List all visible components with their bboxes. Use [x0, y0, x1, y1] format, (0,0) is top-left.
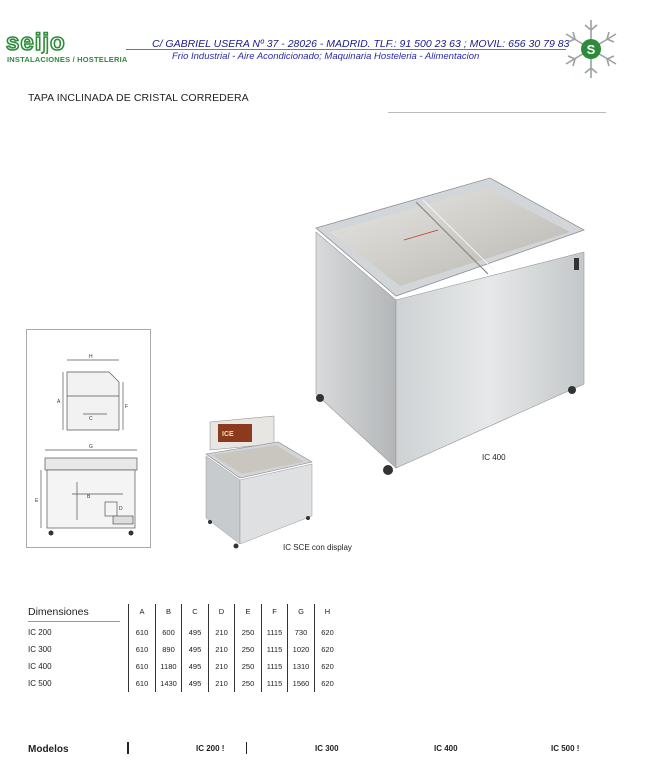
- table-cell: 1430: [160, 679, 177, 688]
- table-cell: 1115: [266, 679, 283, 688]
- table-cell: 620: [321, 645, 334, 654]
- table-cell: 1020: [292, 645, 310, 654]
- column-header: A: [139, 607, 145, 616]
- table-cell: 495: [188, 679, 202, 688]
- table-cell: 620: [321, 628, 334, 637]
- svg-text:S: S: [586, 42, 596, 57]
- table-row-model: IC 500: [28, 679, 52, 688]
- svg-text:H: H: [89, 354, 93, 360]
- table-row-model: IC 300: [28, 645, 52, 654]
- table-cell: 210: [215, 645, 228, 654]
- table-cell: 620: [321, 679, 334, 688]
- technical-diagram: [26, 329, 151, 548]
- table-cell: 610: [135, 679, 149, 688]
- table-row-model: IC 200: [28, 628, 52, 637]
- logo-wordmark: [4, 30, 126, 54]
- logo-subtitle: INSTALACIONES / HOSTELERIA: [7, 55, 128, 64]
- modelos-separator: [246, 742, 247, 754]
- column-header: B: [165, 607, 171, 616]
- column-header: E: [245, 607, 251, 616]
- modelo-item: IC 400: [434, 744, 458, 753]
- svg-text:F: F: [125, 404, 129, 410]
- svg-text:ICE: ICE: [222, 431, 234, 438]
- svg-text:D: D: [119, 506, 123, 512]
- title-rule: [388, 112, 606, 113]
- modelos-separator: [127, 742, 129, 754]
- table-cell: 620: [321, 662, 334, 671]
- modelos-label: Modelos: [28, 744, 69, 755]
- dimensions-table: [28, 604, 348, 694]
- dimensions-label: Dimensiones: [28, 606, 89, 618]
- table-cell: 610: [135, 628, 149, 637]
- column-header: H: [324, 607, 331, 616]
- table-cell: 610: [135, 662, 149, 671]
- svg-text:G: G: [89, 444, 93, 450]
- company-logo: [4, 30, 126, 70]
- modelo-item: IC 500 !: [551, 744, 580, 753]
- column-header: C: [192, 607, 198, 616]
- caption-ic-sce: IC SCE con display: [283, 543, 352, 552]
- table-cell: 495: [188, 645, 202, 654]
- table-cell: 250: [241, 679, 255, 688]
- table-cell: 610: [135, 645, 149, 654]
- table-cell: 210: [215, 628, 228, 637]
- dimensions-rule: [28, 621, 120, 622]
- column-header: F: [272, 607, 277, 616]
- caption-ic400: IC 400: [482, 453, 506, 462]
- table-cell: 250: [241, 628, 255, 637]
- page-title: TAPA INCLINADA DE CRISTAL CORREDERA: [28, 92, 249, 104]
- table-cell: 210: [215, 662, 228, 671]
- table-cell: 495: [188, 628, 202, 637]
- modelo-item: IC 200 !: [196, 744, 225, 753]
- table-cell: 1560: [292, 679, 310, 688]
- table-cell: 1115: [266, 662, 283, 671]
- svg-text:B: B: [87, 494, 91, 500]
- company-address: C/ GABRIEL USERA Nº 37 - 28026 - MADRID. TLF.: 91 500 23 63 ; MOVIL: 656 30 79 83: [152, 38, 570, 50]
- column-header: D: [218, 607, 225, 616]
- table-cell: 1180: [160, 662, 177, 671]
- svg-text:A: A: [57, 399, 61, 405]
- company-services: Frio Industrial - Aire Acondicionado; Maquinaria Hosteleria - Alimentacion: [172, 51, 480, 62]
- freezer-ic-sce-image: [196, 410, 321, 550]
- table-row-model: IC 400: [28, 662, 52, 671]
- table-cell: 1310: [292, 662, 310, 671]
- table-cell: 1115: [266, 645, 283, 654]
- column-header: G: [298, 607, 304, 616]
- table-cell: 890: [162, 645, 175, 654]
- table-cell: 250: [241, 662, 255, 671]
- snowflake-logo-icon: [560, 18, 622, 80]
- freezer-ic400-image: [308, 170, 598, 490]
- table-cell: 495: [188, 662, 202, 671]
- modelo-item: IC 300: [315, 744, 339, 753]
- table-cell: 600: [162, 628, 175, 637]
- table-cell: 250: [241, 645, 255, 654]
- table-cell: 1115: [266, 628, 283, 637]
- svg-text:seijo: seijo: [6, 30, 66, 54]
- table-cell: 730: [294, 628, 308, 637]
- svg-text:E: E: [35, 498, 39, 504]
- table-cell: 210: [215, 679, 228, 688]
- svg-text:C: C: [89, 416, 93, 422]
